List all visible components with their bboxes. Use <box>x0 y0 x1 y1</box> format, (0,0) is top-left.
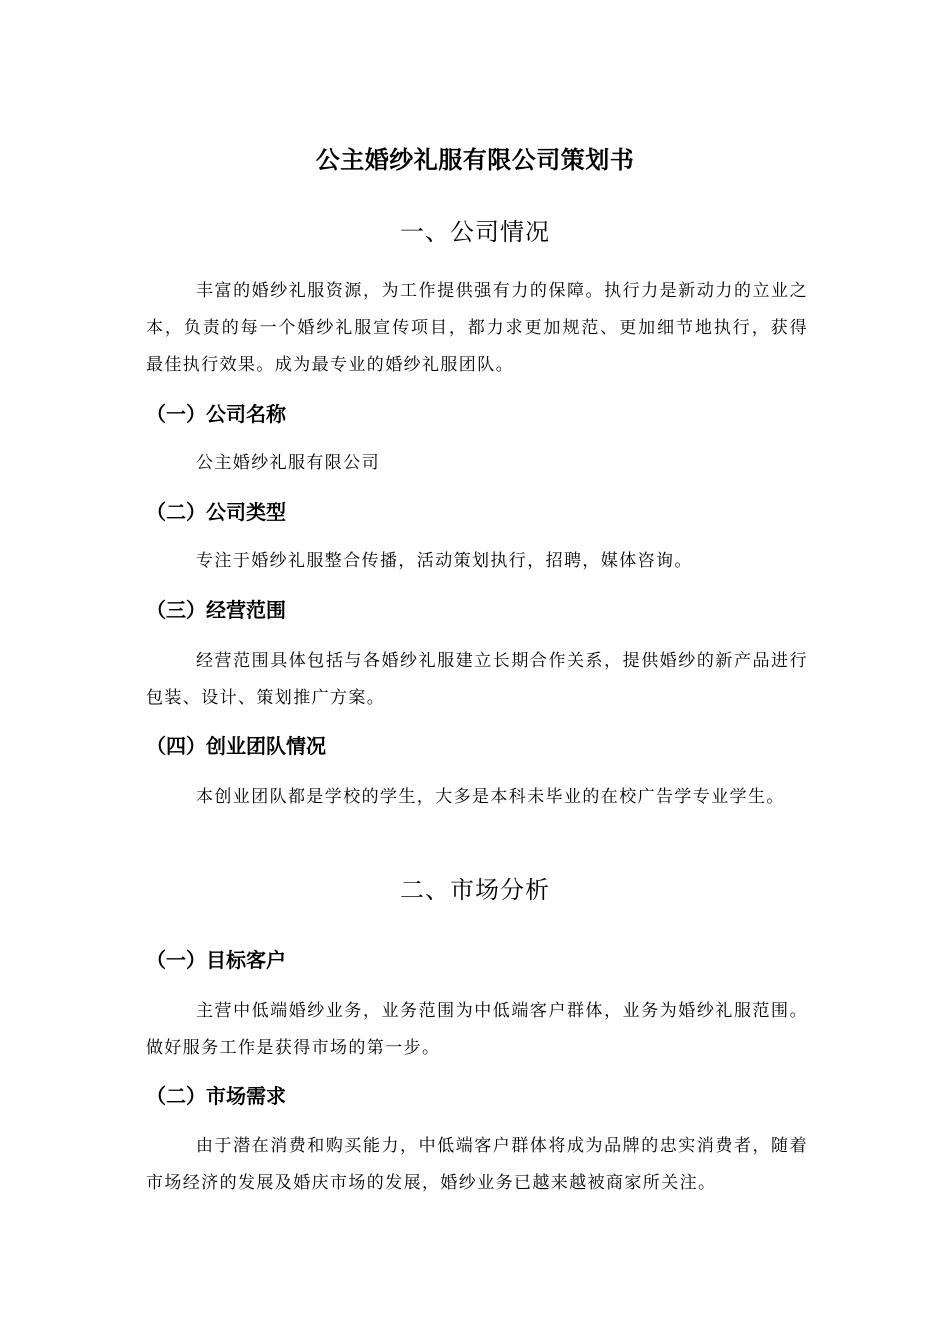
subsection-text-founding-team: 本创业团队都是学校的学生，大多是本科未毕业的在校广告学专业学生。 <box>196 787 785 807</box>
section-heading-market-analysis: 二、市场分析 <box>400 876 550 904</box>
subsection-text-company-name: 公主婚纱礼服有限公司 <box>196 453 380 473</box>
subsection-heading-business-scope: （三）经营范围 <box>146 598 286 622</box>
section-heading-company-overview: 一、公司情况 <box>400 218 550 246</box>
subsection-text-target-customers: 主营中低端婚纱业务，业务范围为中低端客户群体，业务为婚纱礼服范围。做好服务工作是获得市场的第一步。 <box>146 1001 808 1058</box>
subsection-heading-company-name: （一）公司名称 <box>146 402 286 426</box>
subsection-heading-target-customers: （一）目标客户 <box>146 948 286 972</box>
subsection-heading-founding-team: （四）创业团队情况 <box>146 734 326 758</box>
subsection-heading-market-demand: （二）市场需求 <box>146 1084 286 1108</box>
subsection-heading-company-type: （二）公司类型 <box>146 500 286 524</box>
section-intro-paragraph: 丰富的婚纱礼服资源，为工作提供强有力的保障。执行力是新动力的立业之本，负责的每一个婚纱礼服宣传项目，都力求更加规范、更加细节地执行，获得最佳执行效果。成为最专业的婚纱礼服团队。 <box>146 281 808 375</box>
subsection-text-market-demand: 由于潜在消费和购买能力，中低端客户群体将成为品牌的忠实消费者，随着市场经济的发展及婚庆市场的发展，婚纱业务已越来越被商家所关注。 <box>146 1136 808 1193</box>
document-title: 公主婚纱礼服有限公司策划书 <box>315 146 635 174</box>
subsection-text-company-type: 专注于婚纱礼服整合传播，活动策划执行，招聘，媒体咨询。 <box>196 551 693 571</box>
subsection-text-business-scope: 经营范围具体包括与各婚纱礼服建立长期合作关系，提供婚纱的新产品进行包装、设计、策划推广方案。 <box>146 651 808 708</box>
